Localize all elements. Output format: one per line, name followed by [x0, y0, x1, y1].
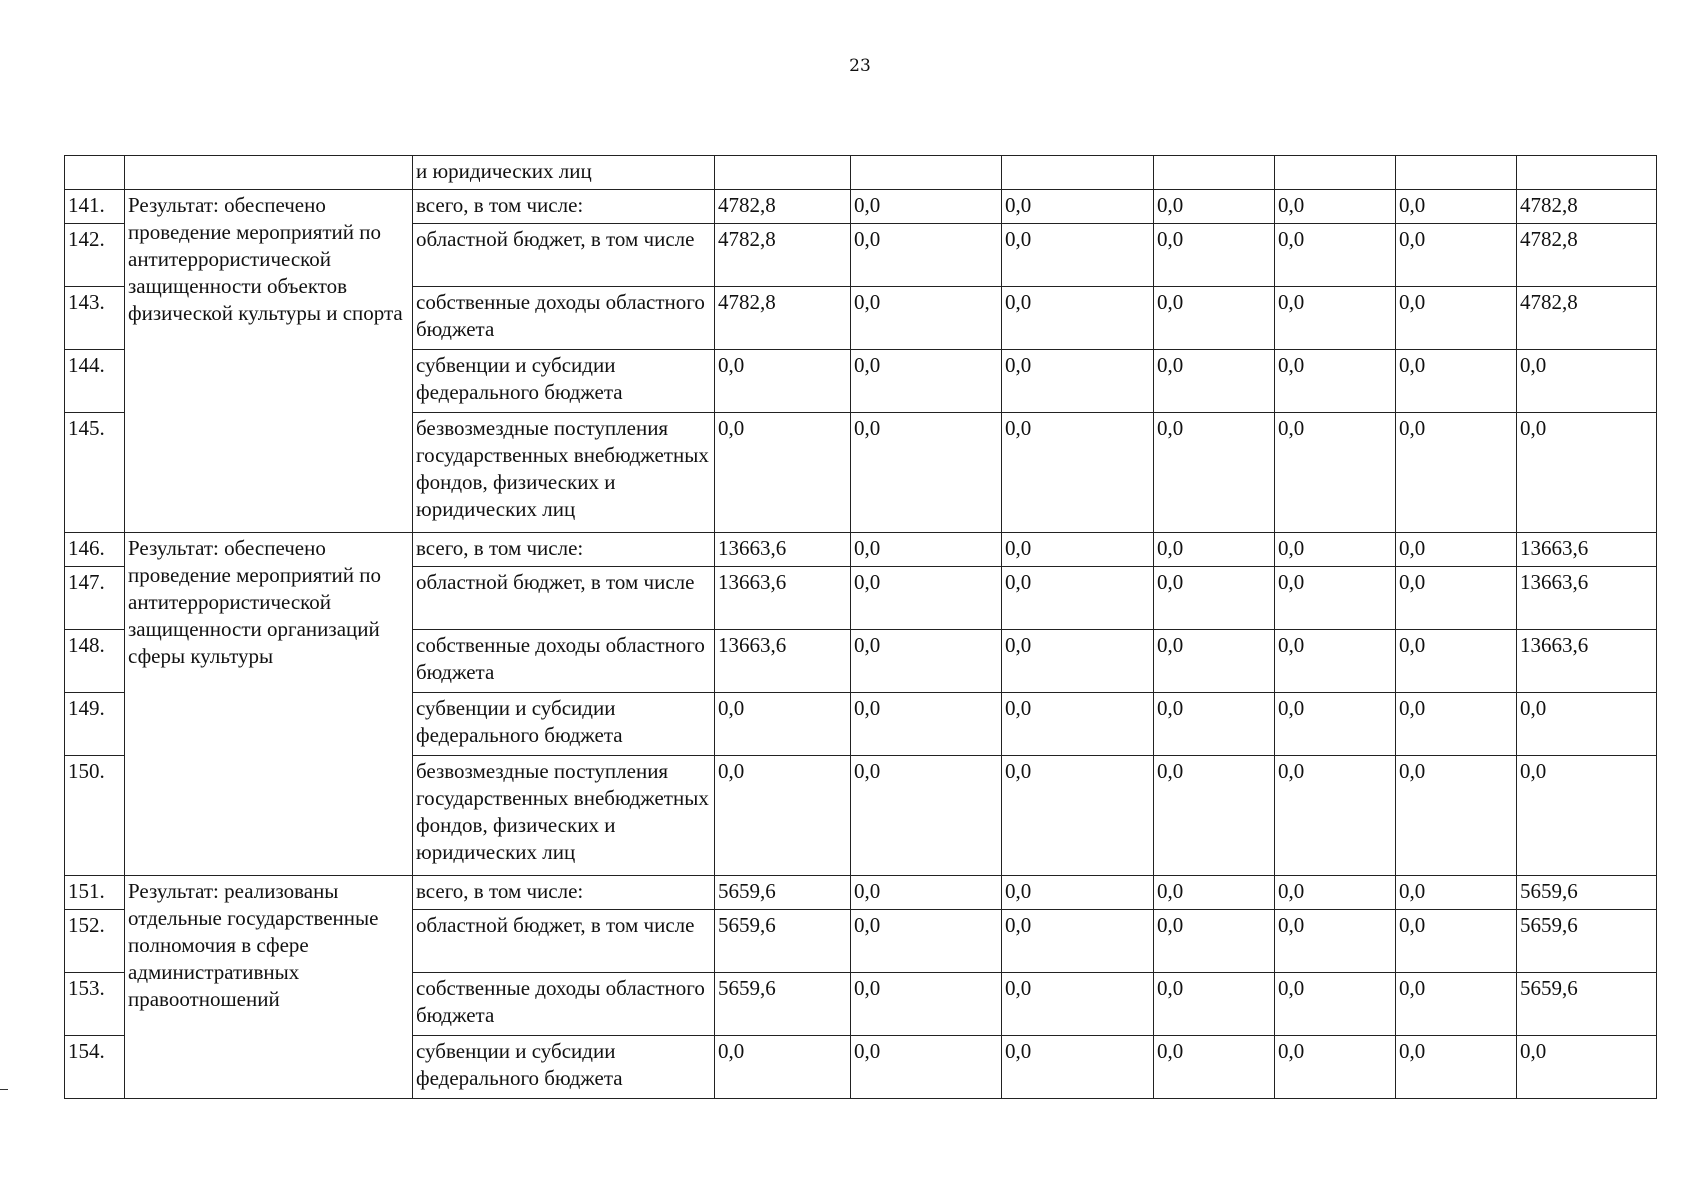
- value-cell: [1154, 156, 1275, 190]
- value-cell: 0,0: [1154, 350, 1275, 413]
- budget-table-body: [65, 156, 1657, 1099]
- value-cell: 0,0: [851, 973, 1002, 1036]
- source-cell: субвенции и субсидии федерального бюджета: [413, 693, 715, 756]
- margin-mark: [0, 1089, 8, 1090]
- value-cell: 0,0: [1275, 224, 1396, 287]
- value-cell: 0,0: [1396, 910, 1517, 973]
- value-cell: 0,0: [1275, 350, 1396, 413]
- value-cell: 0,0: [1154, 1036, 1275, 1099]
- value-cell: 0,0: [1517, 1036, 1657, 1099]
- value-cell: 4782,8: [1517, 224, 1657, 287]
- value-cell: 13663,6: [1517, 630, 1657, 693]
- value-cell: 0,0: [715, 350, 851, 413]
- value-cell: 0,0: [1002, 413, 1154, 533]
- value-cell: 0,0: [1002, 910, 1154, 973]
- value-cell: 0,0: [1396, 350, 1517, 413]
- value-cell: 0,0: [1275, 876, 1396, 910]
- row-number-cell: [65, 156, 125, 190]
- page-number: 23: [849, 56, 871, 76]
- table-row: [65, 190, 1657, 224]
- value-cell: 5659,6: [1517, 876, 1657, 910]
- value-cell: 0,0: [1002, 630, 1154, 693]
- source-cell: областной бюджет, в том числе: [413, 567, 715, 630]
- source-cell: всего, в том числе:: [413, 533, 715, 567]
- result-cell: Результат: обеспечено проведение мероприятий по антитеррористической защищенности организаций сферы культуры: [125, 533, 413, 876]
- row-number-cell: 143.: [65, 287, 125, 350]
- value-cell: 4782,8: [715, 287, 851, 350]
- value-cell: 13663,6: [715, 567, 851, 630]
- source-cell: субвенции и субсидии федерального бюджета: [413, 350, 715, 413]
- source-cell: областной бюджет, в том числе: [413, 910, 715, 973]
- value-cell: 0,0: [1517, 756, 1657, 876]
- value-cell: [1396, 156, 1517, 190]
- row-number-cell: 154.: [65, 1036, 125, 1099]
- value-cell: 0,0: [1154, 693, 1275, 756]
- value-cell: 0,0: [1396, 630, 1517, 693]
- value-cell: [851, 156, 1002, 190]
- result-cell: [125, 156, 413, 190]
- value-cell: 0,0: [715, 693, 851, 756]
- value-cell: 0,0: [1154, 876, 1275, 910]
- value-cell: 0,0: [1396, 973, 1517, 1036]
- value-cell: 0,0: [1002, 567, 1154, 630]
- row-number-cell: 144.: [65, 350, 125, 413]
- value-cell: 0,0: [1002, 533, 1154, 567]
- value-cell: 0,0: [1002, 973, 1154, 1036]
- value-cell: 0,0: [1154, 630, 1275, 693]
- value-cell: 0,0: [851, 533, 1002, 567]
- value-cell: 0,0: [1396, 567, 1517, 630]
- value-cell: 0,0: [1275, 756, 1396, 876]
- value-cell: 0,0: [715, 1036, 851, 1099]
- value-cell: 0,0: [1002, 1036, 1154, 1099]
- source-cell: всего, в том числе:: [413, 876, 715, 910]
- value-cell: 0,0: [1275, 693, 1396, 756]
- source-cell: безвозмездные поступления государственных внебюджетных фондов, физических и юридических лиц: [413, 413, 715, 533]
- value-cell: [1275, 156, 1396, 190]
- value-cell: 0,0: [1517, 413, 1657, 533]
- budget-table: [64, 155, 1657, 1099]
- value-cell: 0,0: [851, 630, 1002, 693]
- value-cell: 0,0: [1517, 350, 1657, 413]
- row-number-cell: 145.: [65, 413, 125, 533]
- row-number-cell: 148.: [65, 630, 125, 693]
- value-cell: 13663,6: [1517, 567, 1657, 630]
- row-number-cell: 141.: [65, 190, 125, 224]
- value-cell: 0,0: [1517, 693, 1657, 756]
- value-cell: 5659,6: [1517, 973, 1657, 1036]
- row-number-cell: 146.: [65, 533, 125, 567]
- value-cell: 0,0: [1275, 1036, 1396, 1099]
- row-number-cell: 150.: [65, 756, 125, 876]
- value-cell: [1517, 156, 1657, 190]
- value-cell: 0,0: [1154, 910, 1275, 973]
- value-cell: 0,0: [851, 1036, 1002, 1099]
- value-cell: 0,0: [851, 756, 1002, 876]
- value-cell: 0,0: [851, 910, 1002, 973]
- value-cell: 4782,8: [715, 190, 851, 224]
- value-cell: 0,0: [1154, 533, 1275, 567]
- value-cell: 0,0: [1002, 693, 1154, 756]
- value-cell: 0,0: [1002, 350, 1154, 413]
- source-cell: собственные доходы областного бюджета: [413, 973, 715, 1036]
- value-cell: 4782,8: [715, 224, 851, 287]
- row-number-cell: 147.: [65, 567, 125, 630]
- value-cell: 13663,6: [1517, 533, 1657, 567]
- value-cell: 0,0: [1154, 287, 1275, 350]
- value-cell: 0,0: [715, 756, 851, 876]
- value-cell: 0,0: [1396, 533, 1517, 567]
- row-number-cell: 142.: [65, 224, 125, 287]
- value-cell: 0,0: [1396, 1036, 1517, 1099]
- value-cell: 0,0: [715, 413, 851, 533]
- value-cell: 0,0: [1275, 910, 1396, 973]
- value-cell: 0,0: [1396, 190, 1517, 224]
- value-cell: 0,0: [851, 876, 1002, 910]
- value-cell: 0,0: [1002, 756, 1154, 876]
- continuation-row: [65, 156, 1657, 190]
- value-cell: 0,0: [1396, 224, 1517, 287]
- value-cell: 0,0: [1396, 287, 1517, 350]
- value-cell: 0,0: [1275, 413, 1396, 533]
- value-cell: 0,0: [1154, 190, 1275, 224]
- value-cell: 0,0: [1275, 190, 1396, 224]
- source-cell: областной бюджет, в том числе: [413, 224, 715, 287]
- value-cell: 0,0: [851, 693, 1002, 756]
- result-cell: Результат: реализованы отдельные государственные полномочия в сфере административных правоотношений: [125, 876, 413, 1099]
- value-cell: 0,0: [851, 287, 1002, 350]
- row-number-cell: 151.: [65, 876, 125, 910]
- value-cell: 0,0: [1275, 630, 1396, 693]
- source-cell: собственные доходы областного бюджета: [413, 630, 715, 693]
- value-cell: 0,0: [1396, 876, 1517, 910]
- value-cell: 0,0: [851, 567, 1002, 630]
- value-cell: 5659,6: [715, 973, 851, 1036]
- value-cell: 0,0: [1275, 973, 1396, 1036]
- value-cell: 0,0: [1002, 190, 1154, 224]
- table-row: [65, 533, 1657, 567]
- value-cell: 4782,8: [1517, 190, 1657, 224]
- source-cell: собственные доходы областного бюджета: [413, 287, 715, 350]
- value-cell: 0,0: [851, 413, 1002, 533]
- value-cell: 0,0: [1396, 693, 1517, 756]
- value-cell: 5659,6: [715, 910, 851, 973]
- source-cell: всего, в том числе:: [413, 190, 715, 224]
- value-cell: 0,0: [851, 224, 1002, 287]
- value-cell: 0,0: [1002, 876, 1154, 910]
- value-cell: 13663,6: [715, 533, 851, 567]
- value-cell: 0,0: [1154, 224, 1275, 287]
- value-cell: 0,0: [1154, 413, 1275, 533]
- value-cell: 0,0: [1396, 756, 1517, 876]
- result-cell: Результат: обеспечено проведение мероприятий по антитеррористической защищенности объектов физической культуры и спорта: [125, 190, 413, 533]
- value-cell: [715, 156, 851, 190]
- value-cell: 0,0: [851, 350, 1002, 413]
- table-row: [65, 876, 1657, 910]
- row-number-cell: 149.: [65, 693, 125, 756]
- value-cell: 13663,6: [715, 630, 851, 693]
- value-cell: 5659,6: [715, 876, 851, 910]
- value-cell: 0,0: [1396, 413, 1517, 533]
- value-cell: 0,0: [1002, 224, 1154, 287]
- source-cell: субвенции и субсидии федерального бюджета: [413, 1036, 715, 1099]
- value-cell: 0,0: [1275, 567, 1396, 630]
- value-cell: 0,0: [1275, 287, 1396, 350]
- value-cell: 0,0: [1002, 287, 1154, 350]
- value-cell: 0,0: [1275, 533, 1396, 567]
- value-cell: 0,0: [1154, 567, 1275, 630]
- source-cell: и юридических лиц: [413, 156, 715, 190]
- value-cell: 4782,8: [1517, 287, 1657, 350]
- row-number-cell: 153.: [65, 973, 125, 1036]
- value-cell: 5659,6: [1517, 910, 1657, 973]
- value-cell: 0,0: [1154, 756, 1275, 876]
- row-number-cell: 152.: [65, 910, 125, 973]
- source-cell: безвозмездные поступления государственных внебюджетных фондов, физических и юридических лиц: [413, 756, 715, 876]
- value-cell: [1002, 156, 1154, 190]
- value-cell: 0,0: [1154, 973, 1275, 1036]
- value-cell: 0,0: [851, 190, 1002, 224]
